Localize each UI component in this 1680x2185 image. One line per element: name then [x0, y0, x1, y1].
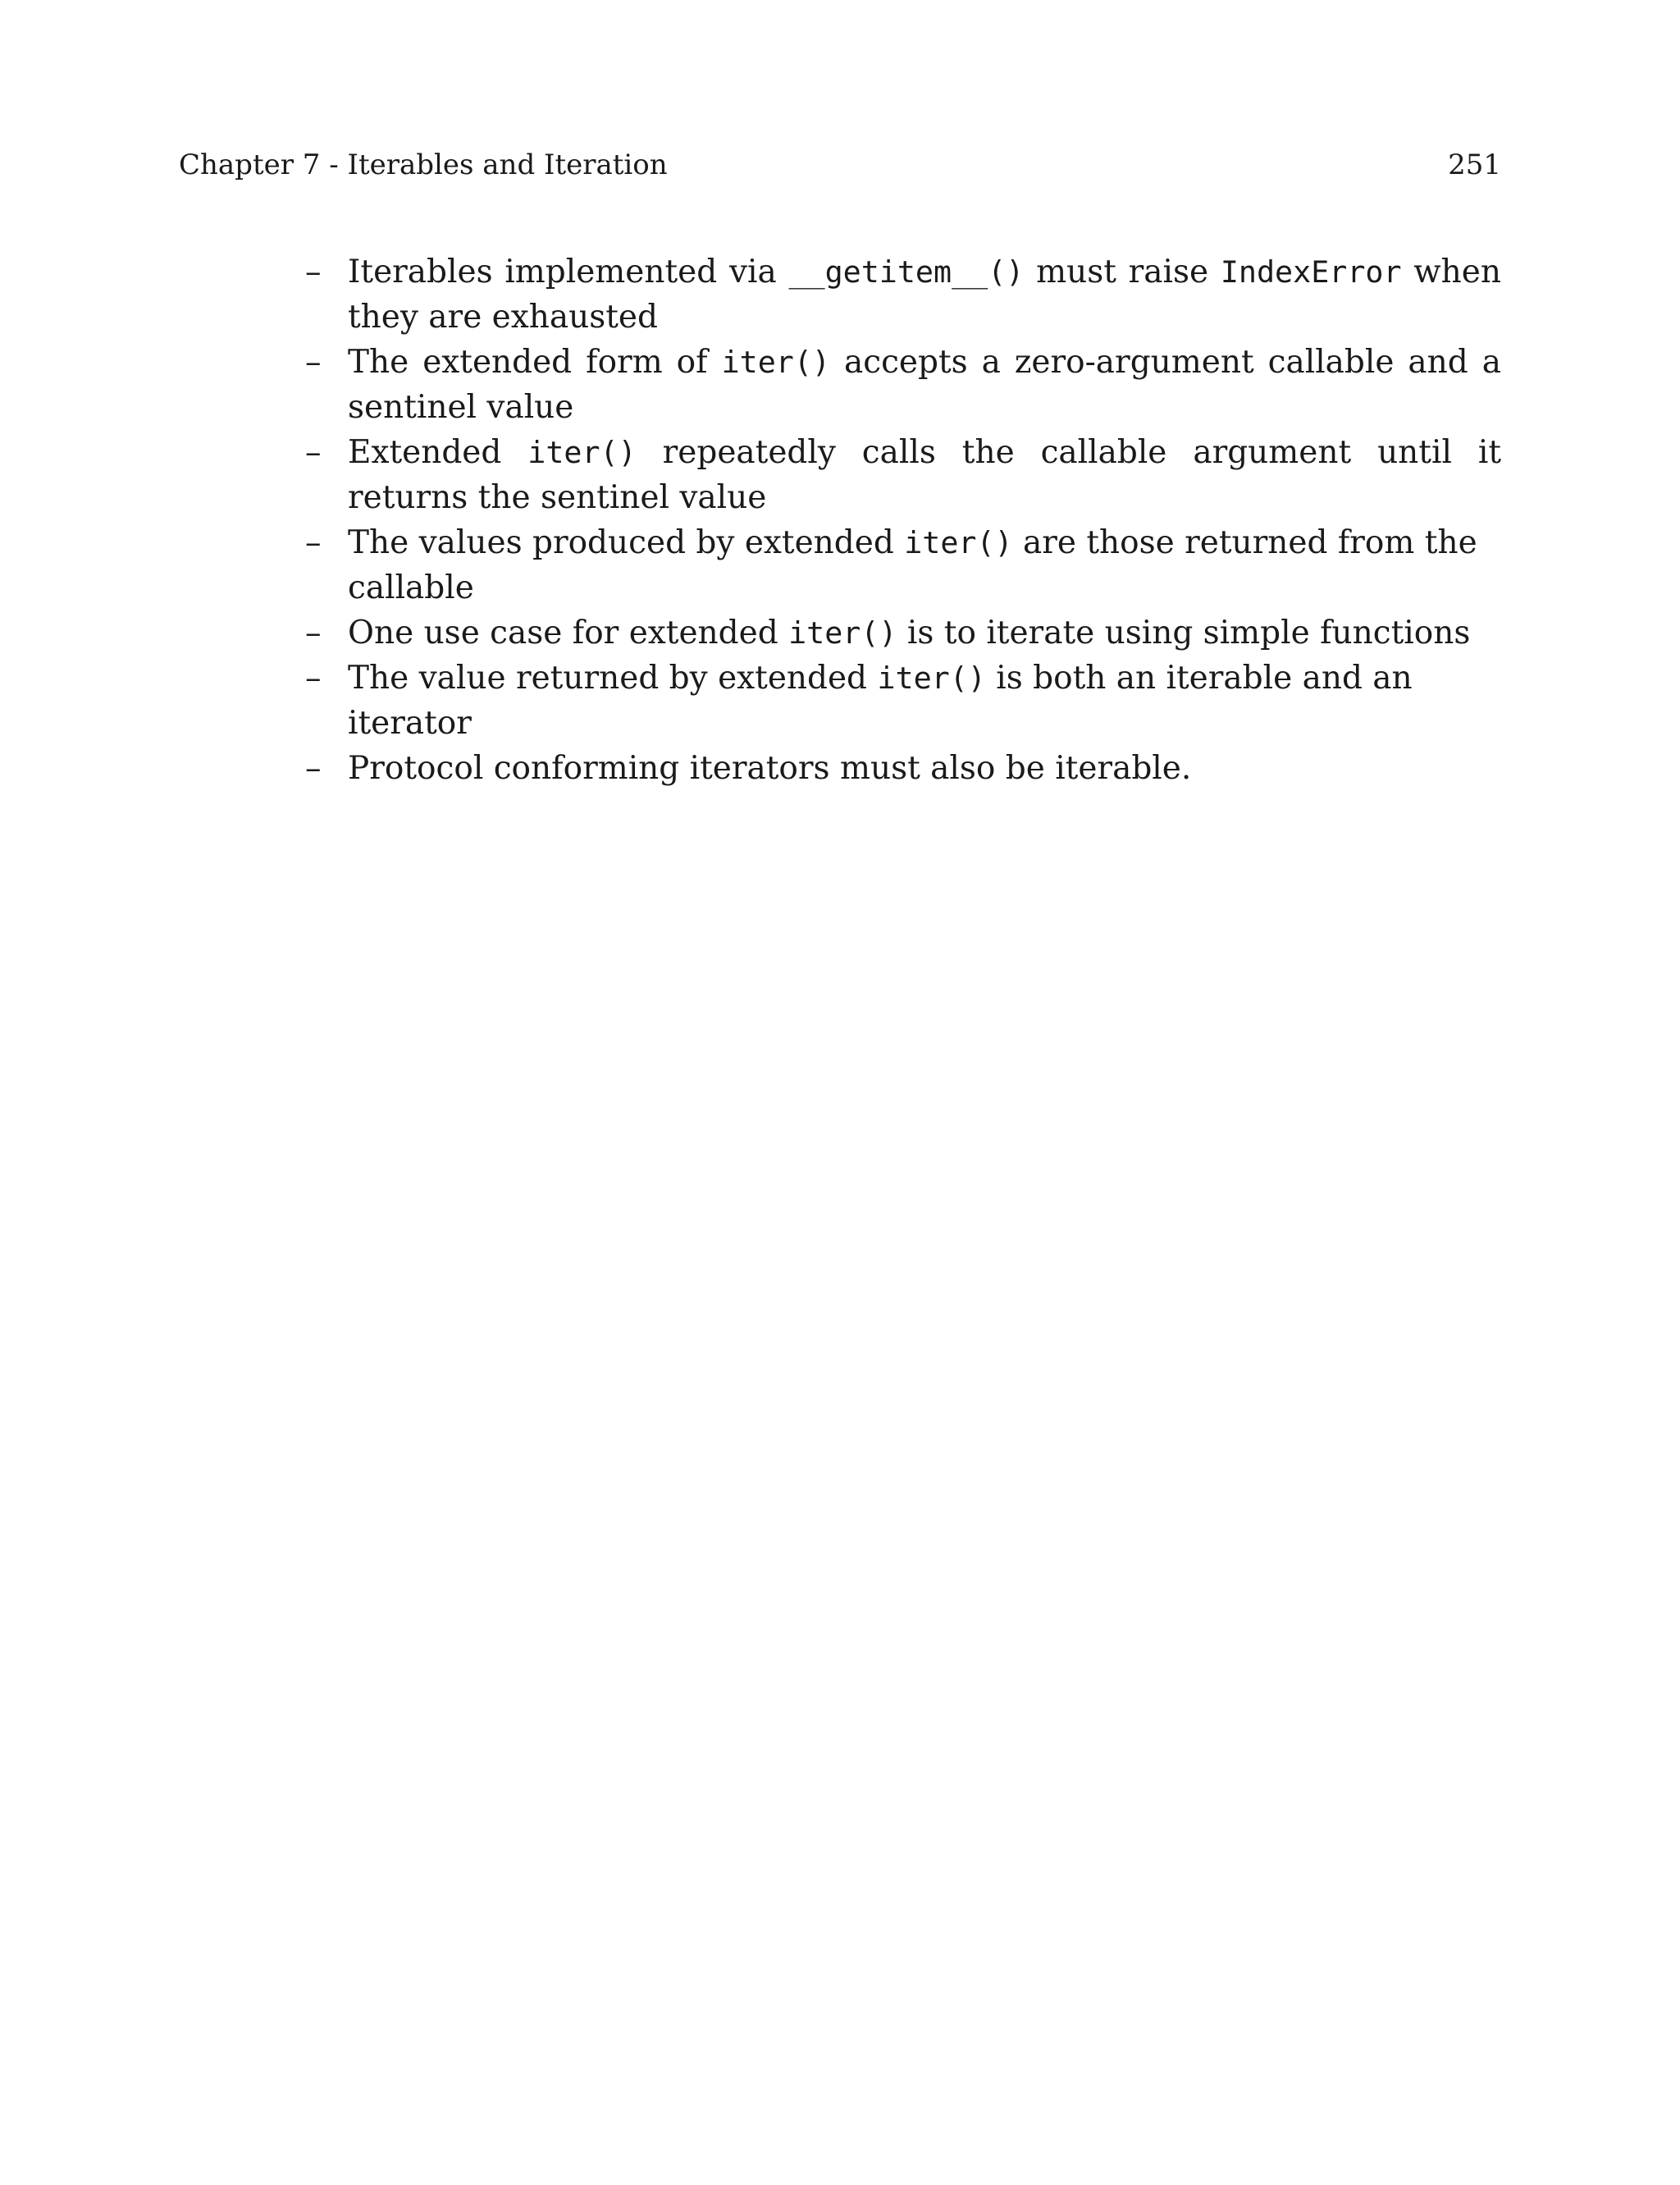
summary-list-item-5 — [305, 610, 1501, 656]
inline-code: iter() — [877, 661, 986, 696]
inline-code: iter() — [527, 435, 637, 470]
text-fragment: The value returned by extended — [348, 660, 878, 697]
running-header — [179, 144, 1501, 185]
list-dash: – — [305, 434, 322, 471]
list-dash: – — [305, 615, 322, 651]
text-fragment: One use case for extended — [348, 615, 789, 651]
list-dash: – — [305, 524, 322, 561]
text-fragment: Extended — [348, 434, 528, 471]
text-fragment: accepts a zero-argument callable and a sentinel value — [348, 344, 1501, 426]
text-fragment: The values produced by extended — [348, 524, 905, 561]
text-fragment: Protocol conforming iterators must also be iterable. — [348, 750, 1192, 787]
text-fragment: when they are exhausted — [348, 254, 1501, 336]
list-dash: – — [305, 660, 322, 697]
inline-code: iter() — [904, 525, 1013, 560]
summary-list-item-6 — [305, 656, 1501, 746]
summary-list-item-2 — [305, 340, 1501, 430]
inline-code: __getitem__() — [788, 254, 1025, 290]
list-dash: – — [305, 344, 322, 381]
summary-list — [305, 249, 1501, 791]
text-fragment: must raise — [1024, 254, 1221, 290]
list-dash: – — [305, 750, 322, 787]
text-fragment: repeatedly calls the callable argument until it returns the sentinel value — [348, 434, 1501, 516]
inline-code: IndexError — [1220, 254, 1402, 290]
summary-list-item-7 — [305, 746, 1501, 791]
text-fragment: The extended form of — [348, 344, 722, 381]
text-fragment: is both an iterable and an iterator — [348, 660, 1413, 742]
summary-list-item-4 — [305, 520, 1501, 610]
chapter-title: Chapter 7 - Iterables and Iteration — [179, 149, 668, 181]
list-dash: – — [305, 254, 322, 290]
summary-list-item-1 — [305, 249, 1501, 340]
text-fragment: Iterables implemented via — [348, 254, 789, 290]
page-number: 251 — [1448, 149, 1501, 181]
summary-list-item-3 — [305, 430, 1501, 520]
text-fragment: are those returned from the callable — [348, 524, 1477, 606]
inline-code: iter() — [721, 345, 830, 380]
inline-code: iter() — [788, 615, 897, 651]
text-fragment: is to iterate using simple functions — [897, 615, 1471, 651]
